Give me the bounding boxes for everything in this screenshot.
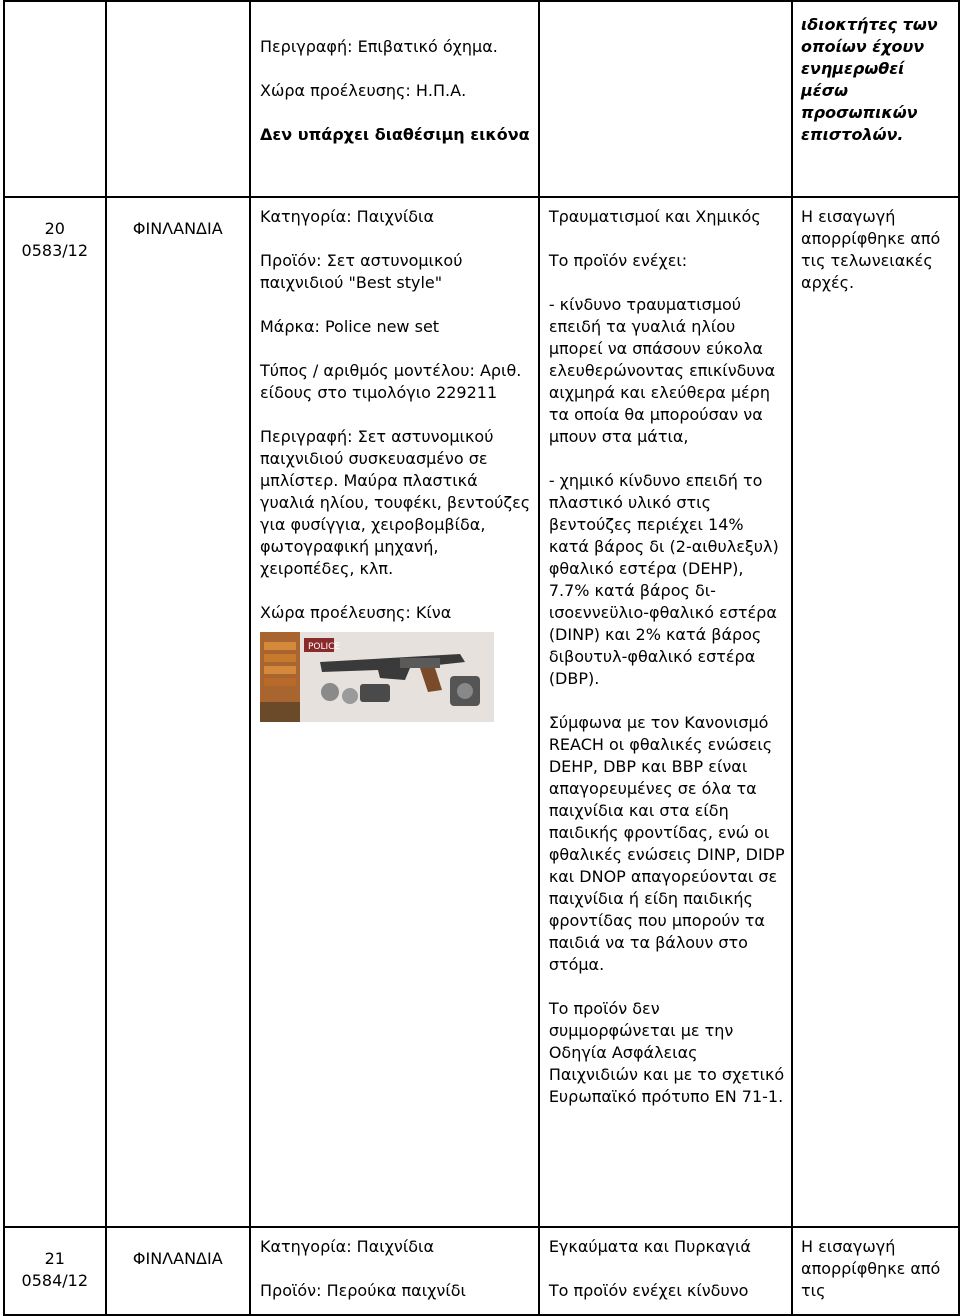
product-text: Προϊόν: Περούκα παιχνίδι bbox=[260, 1281, 466, 1300]
row-number: 21 bbox=[44, 1249, 65, 1268]
measures-cell bbox=[792, 1227, 959, 1315]
row-number: 20 bbox=[44, 219, 65, 238]
brand-text: Μάρκα: Police new set bbox=[260, 317, 440, 336]
risk-cell bbox=[539, 197, 792, 1227]
risk-type: Εγκαύματα και Πυρκαγιά bbox=[548, 1237, 751, 1256]
risk-chemical: - χημικό κίνδυνο επειδή το πλαστικό υλικό στις βεντούζες περιέχει 14% κατά βάρος δι (2-αιθυλεξυλ) φθαλικό εστέρα (DEHP), 7.7% κατά βάρος δι-ισοεννεϋλιο-φθαλικό εστέρα (DINP) και 2% κατά βάρος διβουτυλ-φθαλικό εστέρα (DBP). bbox=[548, 471, 779, 688]
country-text: ΦΙΝΛΑΝΔΙΑ bbox=[132, 1249, 223, 1268]
category-text: Κατηγορία: Παιχνίδια bbox=[260, 207, 434, 226]
measures-cell bbox=[792, 1, 959, 197]
model-text: Τύπος / αριθμός μοντέλου: Αριθ. είδους στο τιμολόγιο 229211 bbox=[260, 361, 522, 402]
no-image-text: Δεν υπάρχει διαθέσιμη εικόνα bbox=[260, 125, 530, 144]
product-cell bbox=[250, 197, 539, 1227]
row-reference: 0584/12 bbox=[21, 1271, 88, 1290]
measures-text: Η εισαγωγή απορρίφθηκε από τις τελωνειακές αρχές. bbox=[801, 207, 941, 292]
reach-text: Σύμφωνα με τον Κανονισμό REACH οι φθαλικές ενώσεις DEHP, DBP και BBP είναι απαγορευμένες σε όλα τα παιχνίδια και στα είδη παιδικής φροντίδας, ενώ οι φθαλικές ενώσεις DINP, DIDP και DNOP απαγορεύονται σε παιχνίδια ή είδη παιδικής φροντίδας που μπορούν τα παιδιά να τα βάλουν στο στόμα. bbox=[548, 713, 785, 974]
measures-text: Η εισαγωγή απορρίφθηκε από τις bbox=[801, 1237, 941, 1300]
product-photo bbox=[260, 632, 494, 722]
table-row-21 bbox=[4, 1227, 959, 1315]
description-text: Περιγραφή: Επιβατικό όχημα. bbox=[260, 37, 498, 56]
row-reference: 0583/12 bbox=[21, 241, 88, 260]
toy-set-illustration bbox=[260, 632, 494, 722]
country-cell bbox=[106, 197, 250, 1227]
svg-text:POLICE: POLICE bbox=[308, 642, 341, 652]
country-cell bbox=[106, 1227, 250, 1315]
risk-cell bbox=[539, 1227, 792, 1315]
notes-text: ιδιοκτήτες των οποίων έχουν ενημερωθεί μέσω προσωπικών επιστολών. bbox=[801, 15, 938, 144]
table-row-20 bbox=[4, 197, 959, 1227]
risk-intro: Το προϊόν ενέχει κίνδυνο bbox=[548, 1281, 749, 1300]
risk-type: Τραυματισμοί και Χημικός bbox=[548, 207, 761, 226]
product-description: Περιγραφή: Σετ αστυνομικού παιχνιδιού συσκευασμένο σε μπλίστερ. Μαύρα πλαστικά γυαλιά ηλίου, τουφέκι, βεντούζες για φυσίγγια, χειροβομβίδα, φωτογραφική μηχανή, χειροπέδες, κλπ. bbox=[260, 427, 531, 578]
directive-text: Το προϊόν δεν συμμορφώνεται με την Οδηγία Ασφάλειας Παιχνιδιών και με το σχετικό Ευρωπαϊκό πρότυπο EN 71-1. bbox=[548, 999, 785, 1106]
country-text: ΦΙΝΛΑΝΔΙΑ bbox=[132, 219, 223, 238]
table-row-top bbox=[4, 1, 959, 197]
product-text: Προϊόν: Σετ αστυνομικού παιχνιδιού "Best style" bbox=[260, 251, 463, 292]
number-cell bbox=[4, 1227, 106, 1315]
risk-injury: - κίνδυνο τραυματισμού επειδή τα γυαλιά ηλίου μπορεί να σπάσουν εύκολα ελευθερώνοντας επικίνδυνα αιχμηρά και ελεύθερα μέρη τα οποία θα μπορούσαν να μπουν στα μάτια, bbox=[548, 295, 776, 446]
product-cell bbox=[250, 1, 539, 197]
risk-intro: Το προϊόν ενέχει: bbox=[548, 251, 688, 270]
origin-text: Χώρα προέλευσης: Κίνα bbox=[260, 603, 452, 622]
country-cell bbox=[106, 1, 250, 197]
number-cell bbox=[4, 197, 106, 1227]
number-cell bbox=[4, 1, 106, 197]
product-cell bbox=[250, 1227, 539, 1315]
measures-cell bbox=[792, 197, 959, 1227]
risk-cell bbox=[539, 1, 792, 197]
origin-text: Χώρα προέλευσης: Η.Π.Α. bbox=[260, 81, 467, 100]
category-text: Κατηγορία: Παιχνίδια bbox=[260, 1237, 434, 1256]
notifications-table bbox=[3, 0, 960, 1316]
